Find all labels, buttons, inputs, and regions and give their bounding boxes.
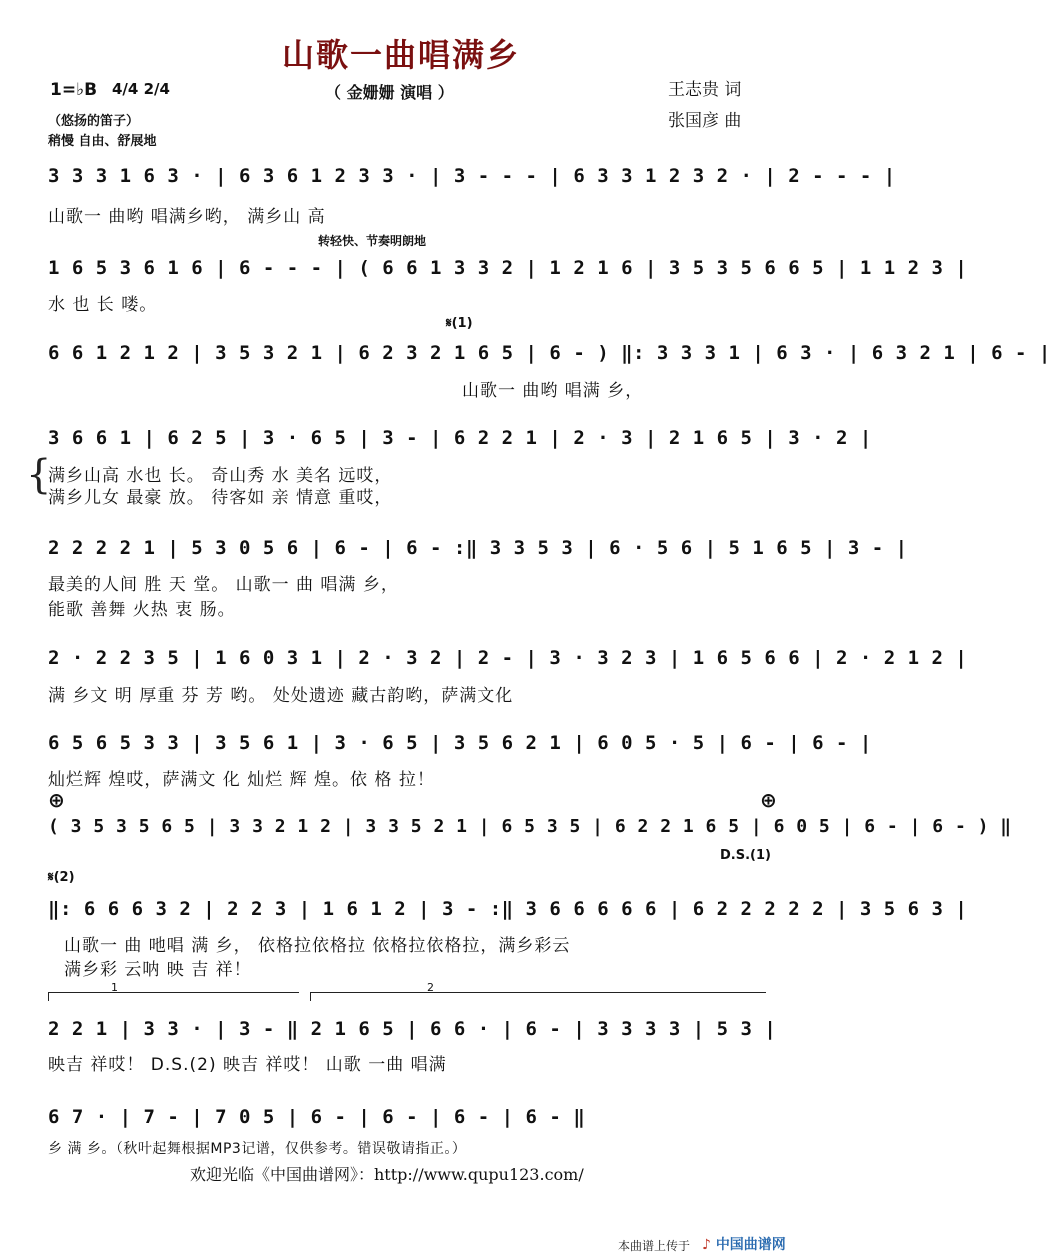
segno-marker-2: 𝄋(2) [48, 870, 75, 885]
notation-line-6: 2 · 2 2 3 5 | 1 6 0 3 1 | 2 · 3 2 | 2 - | 3 · 3 2 3 | 1 6 5 6 6 | 2 · 2 1 2 | [48, 647, 968, 669]
notation-line-9: ‖: 6 6 6 3 2 | 2 2 3 | 1 6 1 2 | 3 - :‖ 3 6 6 6 6 6 | 6 2 2 2 2 2 | 3 5 6 3 | [48, 898, 968, 920]
lyric-line-11: 乡 满 乡。（秋叶起舞根据MP3记谱，仅供参考。错误敬请指正。） [48, 1141, 467, 1157]
song-title: 山歌一曲唱满乡 [282, 36, 521, 74]
lyric-line-5-verse-1: 最美的人间 胜 天 堂。 山歌一 曲 唱满 乡， [48, 575, 399, 595]
upload-note: 本曲谱上传于 [618, 1239, 691, 1253]
lyric-line-6: 满 乡文 明 厚重 芬 芳 哟。 处处遗迹 藏古韵哟，萨满文化 [48, 686, 514, 706]
lyric-line-10: 映吉 祥哎！ D.S.(2) 映吉 祥哎！ 山歌 一曲 唱满 [48, 1055, 447, 1075]
lyric-line-1: 山歌一 曲哟 唱满乡哟， 满乡山 高 [48, 207, 326, 227]
second-ending-bracket: 2 [310, 992, 766, 1001]
site-brand-name: 中国曲谱网 [715, 1237, 786, 1253]
coda-icon: ⊕ [760, 788, 777, 812]
key-signature: 1=♭B [50, 80, 98, 100]
composer-credit: 张国彦 曲 [668, 111, 742, 131]
notation-line-1: 3 3 3 1 6 3 · | 6 3 6 1 2 3 3 · | 3 - - - | 6 3 3 1 2 3 2 · | 2 - - - | [48, 165, 896, 187]
singer-credit: （ 金姗姗 演唱 ） [325, 83, 454, 102]
lyric-line-4-verse-2: 满乡儿女 最豪 放。 待客如 亲 情意 重哎， [48, 488, 393, 508]
notation-line-3: 6 6 1 2 1 2 | 3 5 3 2 1 | 6 2 3 2 1 6 5 | 6 - ) ‖: 3 3 3 1 | 6 3 · | 6 3 2 1 | 6 - | [48, 342, 1051, 364]
notation-line-8: ( 3 5 3 5 6 5 | 3 3 2 1 2 | 3 3 5 2 1 | 6 5 3 5 | 6 2 2 1 6 5 | 6 0 5 | 6 - | 6 - ) ‖ [48, 816, 1012, 837]
segno-marker-1: 𝄋(1) [446, 316, 473, 331]
notation-line-4: 3 6 6 1 | 6 2 5 | 3 · 6 5 | 3 - | 6 2 2 1 | 2 · 3 | 2 1 6 5 | 3 · 2 | [48, 427, 872, 449]
tempo-marking: 稍慢 自由、舒展地 [48, 134, 157, 149]
coda-icon: ⊕ [48, 788, 65, 812]
first-ending-bracket: 1 [48, 992, 299, 1001]
notation-line-11: 6 7 · | 7 - | 7 0 5 | 6 - | 6 - | 6 - | 6 - ‖ [48, 1106, 586, 1128]
site-brand-logo[interactable] [702, 1234, 786, 1254]
lyric-line-3: 山歌一 曲哟 唱满 乡， [462, 381, 644, 401]
tempo-change-marking: 转轻快、节奏明朗地 [318, 234, 427, 248]
site-welcome-footer: 欢迎光临《中国曲谱网》：http://www.qupu123.com/ [190, 1165, 584, 1184]
time-signature: 4/4 2/4 [112, 80, 170, 98]
lyric-line-5-verse-2: 能歌 善舞 火热 衷 肠。 [48, 600, 236, 620]
notation-line-2: 1 6 5 3 6 1 6 | 6 - - - | ( 6 6 1 3 3 2 | 1 2 1 6 | 3 5 3 5 6 6 5 | 1 1 2 3 | [48, 257, 968, 279]
notation-line-5: 2 2 2 2 1 | 5 3 0 5 6 | 6 - | 6 - :‖ 3 3 5 3 | 6 · 5 6 | 5 1 6 5 | 3 - | [48, 537, 908, 559]
intro-instrument-note: （悠扬的笛子） [48, 114, 140, 129]
lyricist-credit: 王志贵 词 [668, 80, 742, 100]
dal-segno-marker-1: D.S.(1) [720, 848, 771, 863]
lyric-line-4-verse-1: 满乡山高 水也 长。 奇山秀 水 美名 远哎， [48, 466, 393, 486]
verse-brace: { [26, 452, 52, 498]
lyric-line-7: 灿烂辉 煌哎，萨满文 化 灿烂 辉 煌。依 格 拉！ [48, 770, 435, 790]
lyric-line-2: 水 也 长 喽。 [48, 295, 158, 315]
lyric-line-9-verse-2: 满乡彩 云呐 映 吉 祥！ [64, 960, 252, 980]
notation-line-10: 2 2 1 | 3 3 · | 3 - ‖ 2 1 6 5 | 6 6 · | 6 - | 3 3 3 3 | 5 3 | [48, 1018, 777, 1040]
lyric-line-9-verse-1: 山歌一 曲 吔唱 满 乡， 依格拉依格拉 依格拉依格拉，满乡彩云 [64, 936, 571, 956]
notation-line-7: 6 5 6 5 3 3 | 3 5 6 1 | 3 · 6 5 | 3 5 6 2 1 | 6 0 5 · 5 | 6 - | 6 - | [48, 732, 872, 754]
music-note-icon: ♪ [702, 1237, 711, 1253]
